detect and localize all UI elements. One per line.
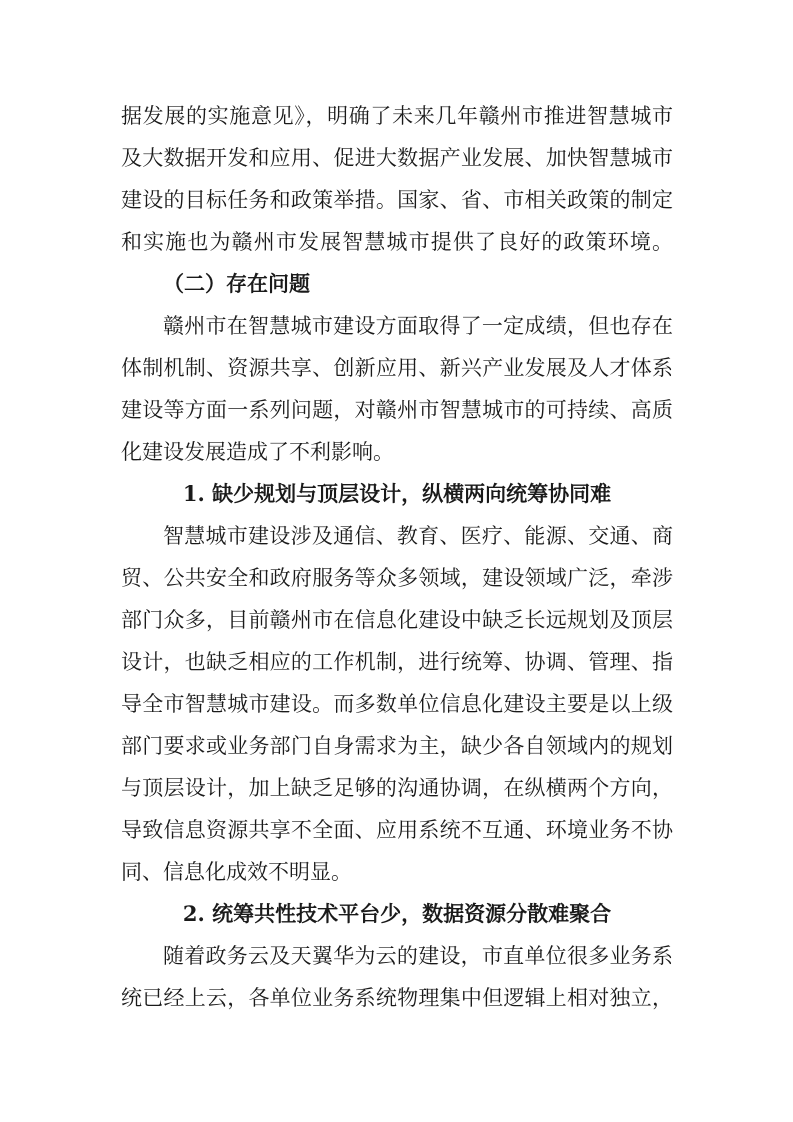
- paragraph-line: 导致信息资源共享不全面、应用系统不互通、环境业务不协: [121, 818, 673, 842]
- paragraph-line: 设计，也缺乏相应的工作机制，进行统筹、协调、管理、指: [121, 650, 673, 674]
- section-heading: （二）存在问题: [163, 272, 310, 296]
- paragraph-line: 同、信息化成效不明显。: [121, 860, 352, 884]
- paragraph-line: 体制机制、资源共享、创新应用、新兴产业发展及人才体系: [121, 356, 673, 380]
- paragraph-line: 赣州市在智慧城市建设方面取得了一定成绩，但也存在: [163, 314, 673, 338]
- paragraph-line: 统已经上云，各单位业务系统物理集中但逻辑上相对独立，: [121, 986, 673, 1010]
- paragraph-line: 与顶层设计，加上缺乏足够的沟通协调，在纵横两个方向，: [121, 776, 673, 800]
- paragraph-line: 和实施也为赣州市发展智慧城市提供了良好的政策环境。: [121, 230, 673, 254]
- paragraph-line: 贸、公共安全和政府服务等众多领域，建设领域广泛，牵涉: [121, 566, 673, 590]
- subsection-heading: 2. 统筹共性技术平台少，数据资源分散难聚合: [182, 901, 612, 926]
- subsection-heading: 1. 缺少规划与顶层设计，纵横两向统筹协同难: [182, 481, 612, 506]
- paragraph-line: 据发展的实施意见》，明确了未来几年赣州市推进智慧城市: [121, 104, 673, 128]
- paragraph-line: 部门要求或业务部门自身需求为主，缺少各自领域内的规划: [121, 734, 673, 758]
- paragraph-line: 智慧城市建设涉及通信、教育、医疗、能源、交通、商: [163, 524, 673, 548]
- paragraph-line: 部门众多，目前赣州市在信息化建设中缺乏长远规划及顶层: [121, 608, 673, 632]
- paragraph-line: 导全市智慧城市建设。而多数单位信息化建设主要是以上级: [121, 692, 673, 716]
- paragraph-line: 建设等方面一系列问题，对赣州市智慧城市的可持续、高质: [121, 398, 673, 422]
- paragraph-line: 化建设发展造成了不利影响。: [121, 440, 394, 464]
- paragraph-line: 随着政务云及天翼华为云的建设，市直单位很多业务系: [163, 944, 673, 968]
- paragraph-line: 及大数据开发和应用、促进大数据产业发展、加快智慧城市: [121, 146, 673, 170]
- paragraph-line: 建设的目标任务和政策举措。国家、省、市相关政策的制定: [121, 188, 673, 212]
